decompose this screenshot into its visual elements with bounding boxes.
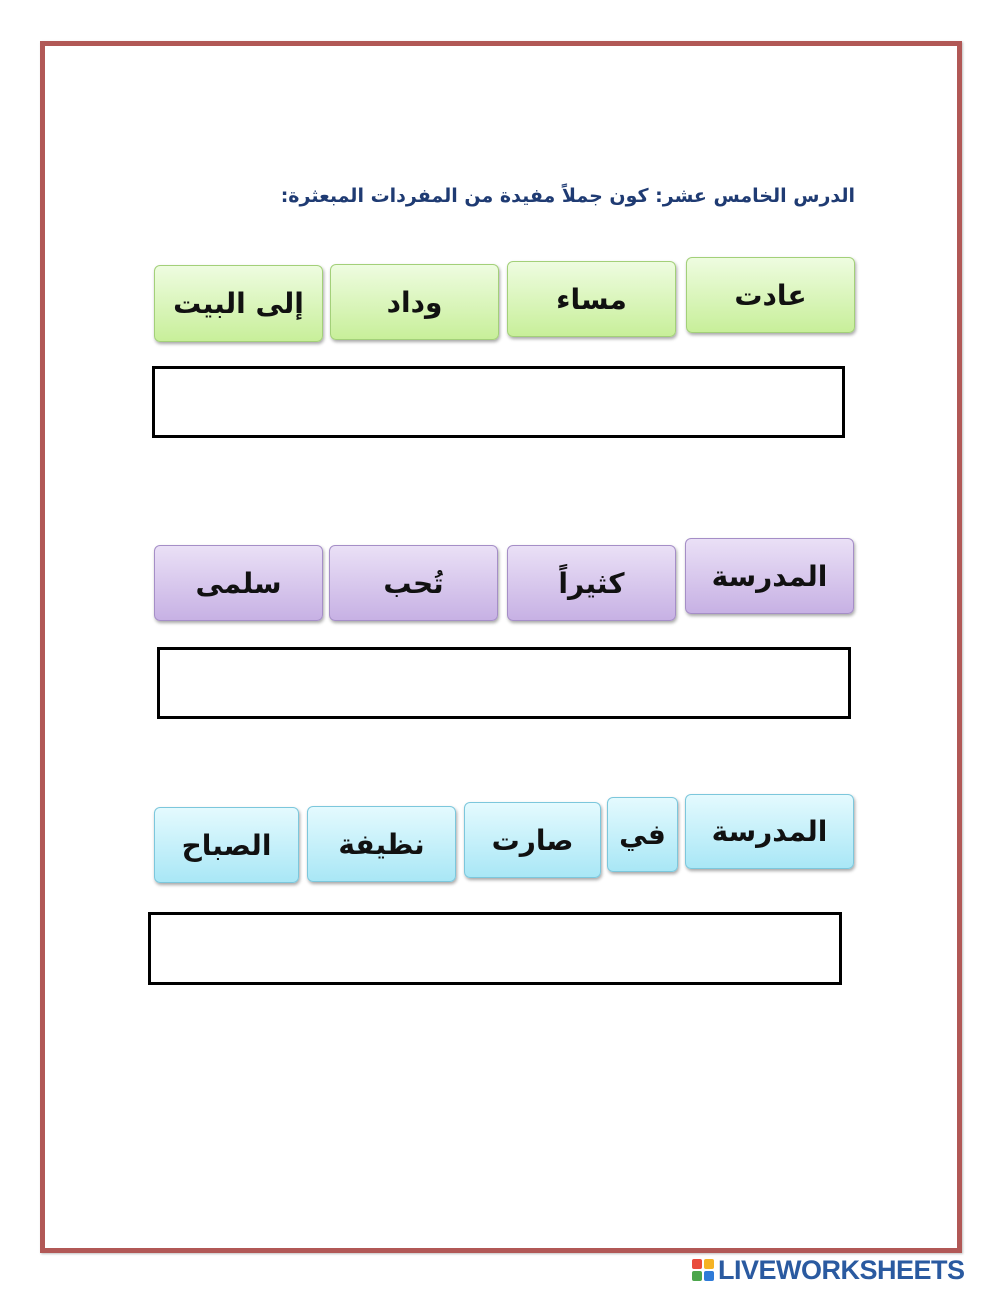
- logo-square: [692, 1259, 702, 1269]
- logo-square: [704, 1259, 714, 1269]
- answer-box-3[interactable]: [148, 912, 842, 985]
- word-tile[interactable]: في: [607, 797, 678, 872]
- word-tile[interactable]: المدرسة: [685, 538, 854, 614]
- word-tile[interactable]: صارت: [464, 802, 601, 878]
- word-tile[interactable]: تُحب: [329, 545, 498, 621]
- word-tile[interactable]: المدرسة: [685, 794, 854, 869]
- word-tile[interactable]: الصباح: [154, 807, 299, 883]
- word-tile[interactable]: كثيراً: [507, 545, 676, 621]
- word-tile[interactable]: مساء: [507, 261, 676, 337]
- answer-box-2[interactable]: [157, 647, 851, 719]
- word-tile[interactable]: سلمى: [154, 545, 323, 621]
- logo-square: [692, 1271, 702, 1281]
- logo-square: [704, 1271, 714, 1281]
- answer-box-1[interactable]: [152, 366, 845, 438]
- word-tile[interactable]: إلى البيت: [154, 265, 323, 342]
- word-tile[interactable]: نظيفة: [307, 806, 456, 882]
- liveworksheets-icon: [692, 1259, 714, 1281]
- liveworksheets-logo: [692, 1255, 965, 1285]
- lesson-title: الدرس الخامس عشر: كون جملاً مفيدة من المفردات المبعثرة:: [280, 185, 855, 207]
- word-tile[interactable]: وداد: [330, 264, 499, 340]
- logo-text: LIVEWORKSHEETS: [718, 1254, 965, 1285]
- word-tile[interactable]: عادت: [686, 257, 855, 333]
